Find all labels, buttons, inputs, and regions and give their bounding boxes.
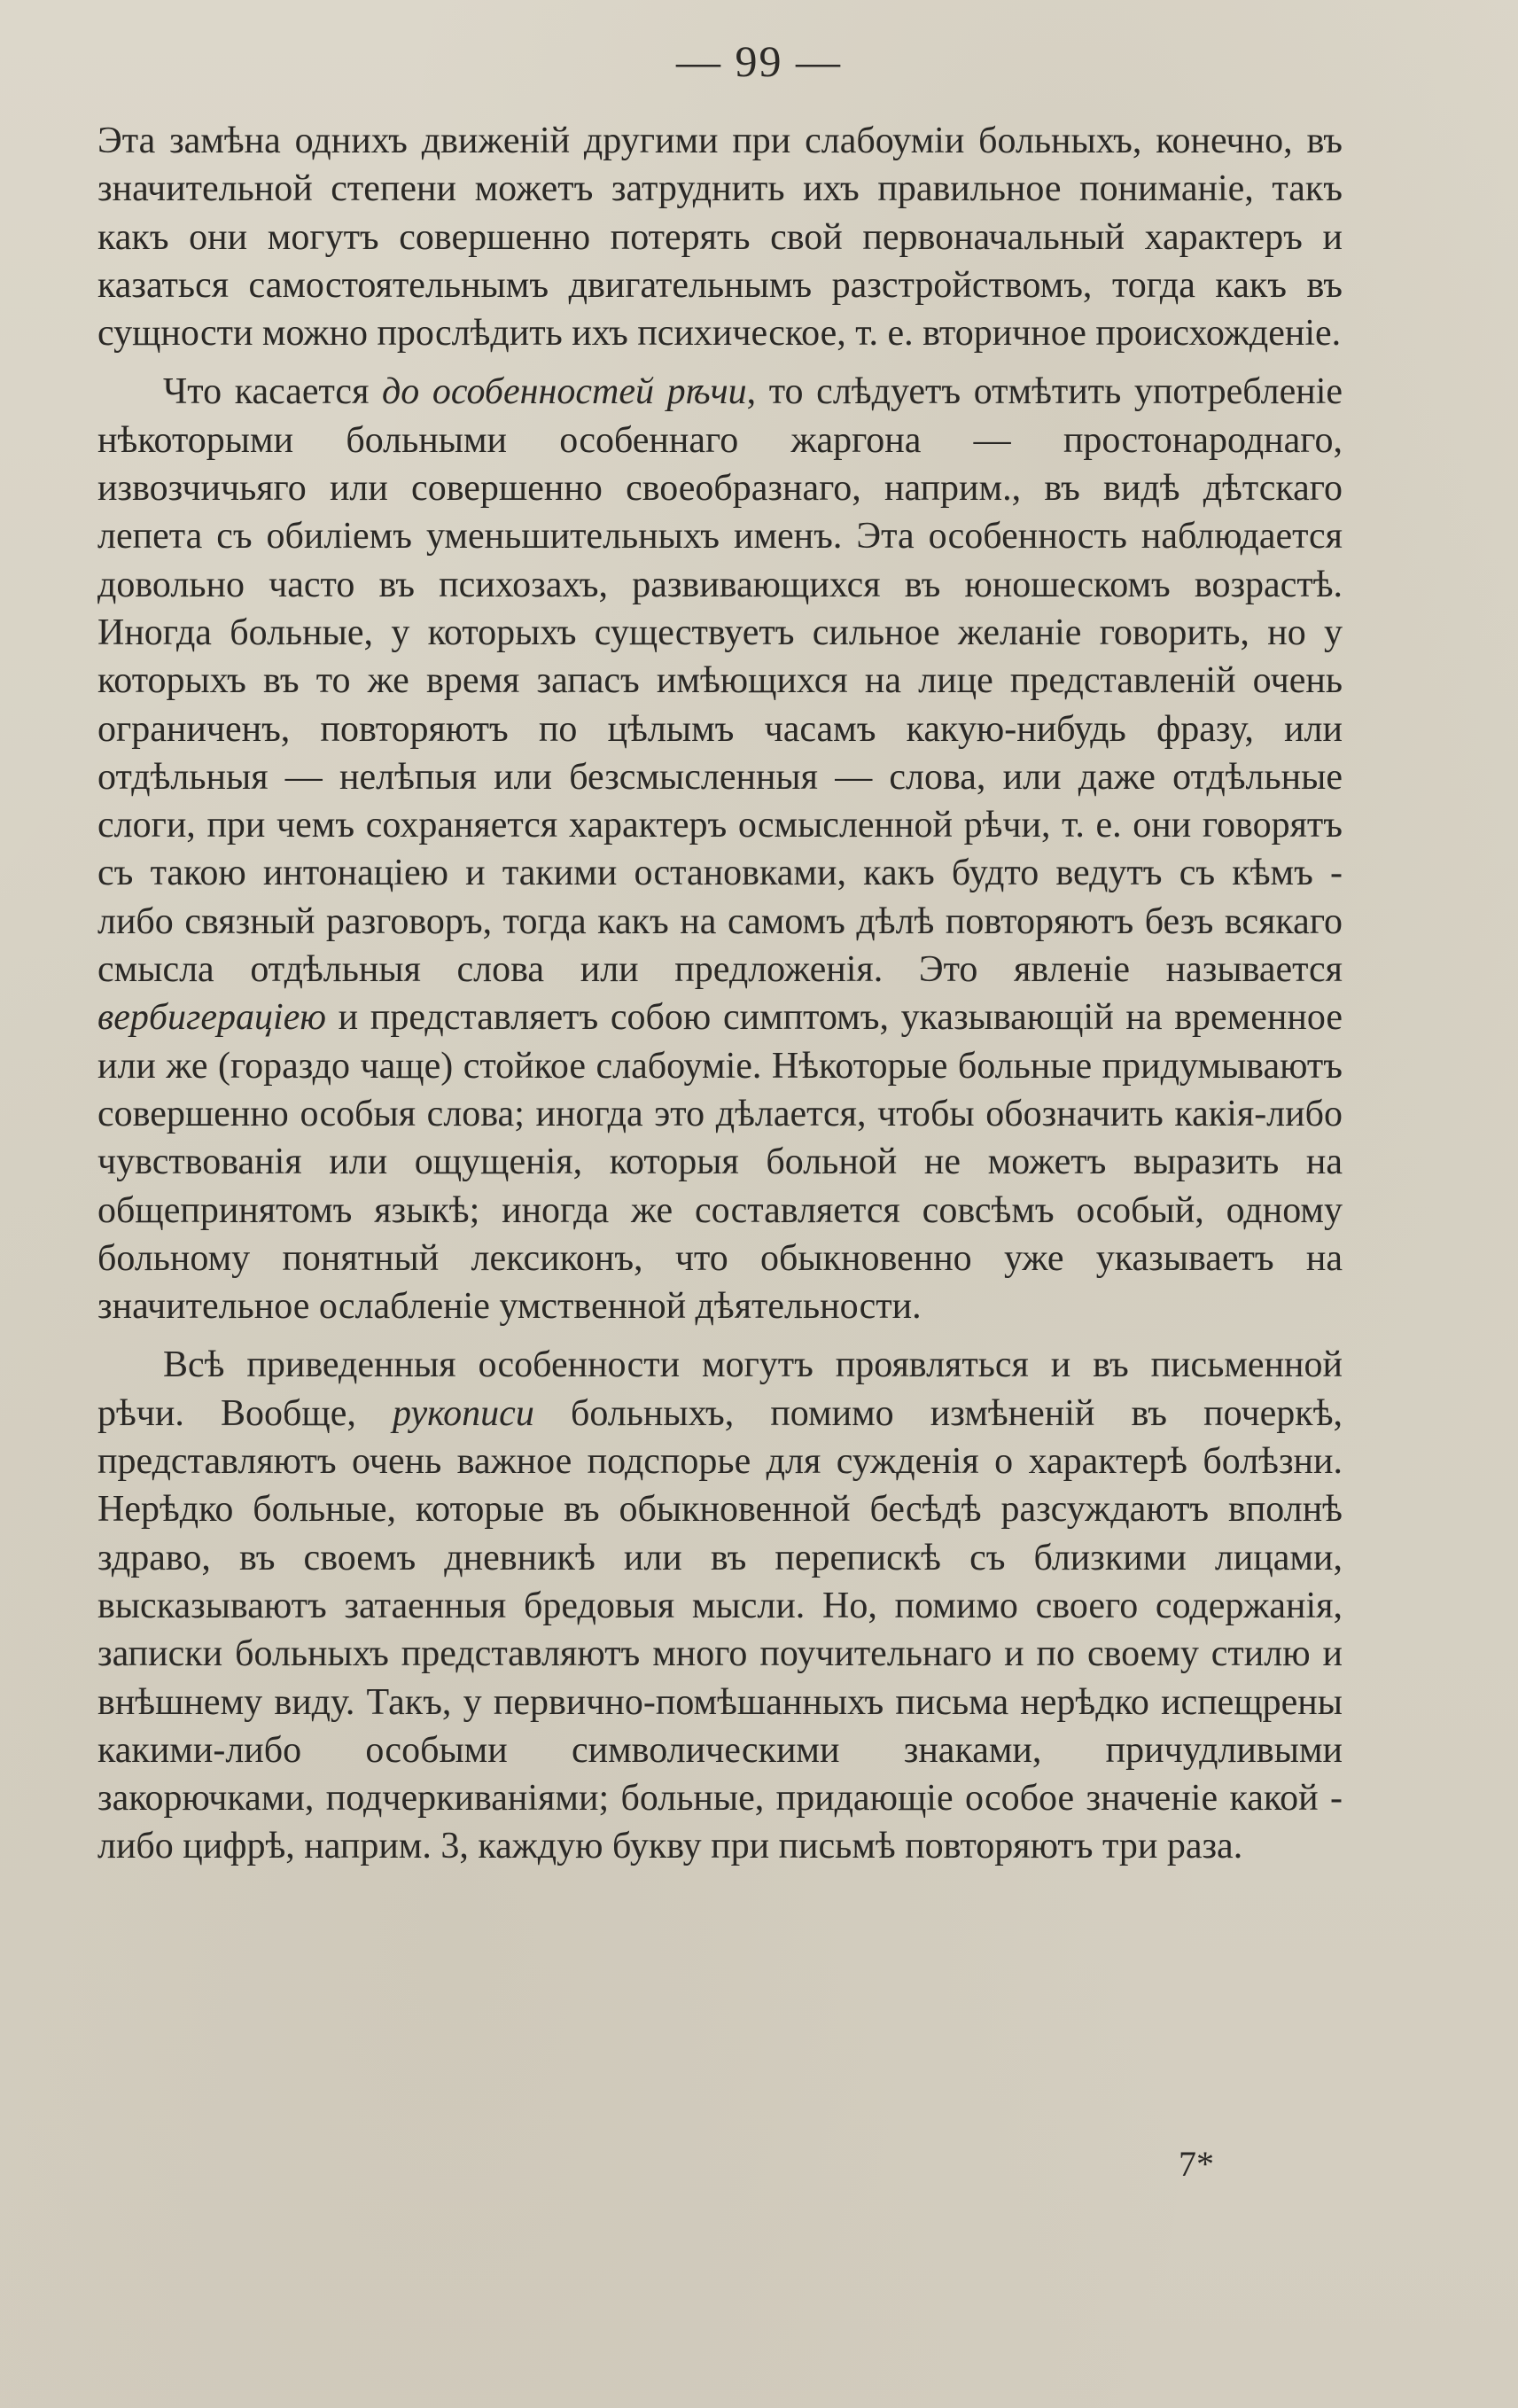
- page-number: — 99 —: [676, 36, 842, 86]
- text-run: , то слѣдуетъ отмѣтить употребленіе нѣкоторыми больными особеннаго жаргона — простонароднаго, извозчичьяго или совершенно своеобразнаго, наприм., въ видѣ дѣтскаго лепета съ обиліемъ уменьшительныхъ именъ. Эта особенность наблюдается довольно часто въ психозахъ, развивающихся въ юношескомъ возрастѣ. Иногда больные, у которыхъ существуетъ сильное желаніе говорить, но у которыхъ въ то же время запасъ имѣющихся на лице представленій очень ограниченъ, повторяютъ по цѣлымъ часамъ какую-нибудь фразу, или отдѣльныя — нелѣпыя или безсмысленныя — слова, или даже отдѣльные слоги, при чемъ сохраняется характеръ осмысленной рѣчи, т. е. они говорятъ съ такою интонаціею и такими остановками, какъ будто ведутъ съ кѣмъ - либо связный разговоръ, тогда какъ на самомъ дѣлѣ повторяютъ безъ всякаго смысла отдѣльныя слова или предложенія. Это явленіе называется: [97, 371, 1343, 991]
- italic-term: рукописи: [393, 1392, 534, 1434]
- italic-term: вербигераціею: [97, 997, 326, 1039]
- text-run: и представляетъ собою симптомъ, указывающій на временное или же (гораздо чаще) стойкое слабоуміе. Нѣкоторые больные придумываютъ совершенно особыя слова; иногда это дѣлается, чтобы обозначить какія-либо чувствованія или ощущенія, которыя больной не можетъ выразить на общепринятомъ языкѣ; иногда же составляется совсѣмъ особый, одному больному понятный лексиконъ, что обыкновенно уже указываетъ на значительное ослабленіе умственной дѣятельности.: [97, 997, 1343, 1328]
- text-run: Что касается: [163, 371, 383, 413]
- text-run: Эта замѣна однихъ движеній другими при слабоуміи больныхъ, конечно, въ значительной степени можетъ затруднить ихъ правильное пониманіе, такъ какъ они могутъ совершенно потерять свой первоначальный характеръ и казаться самостоятельнымъ двигательнымъ разстройствомъ, тогда какъ въ сущности можно прослѣдить ихъ психическое, т. е. вторичное происхожденіе.: [97, 121, 1343, 355]
- paragraph: [97, 117, 1343, 357]
- paragraph: [97, 1341, 1343, 1870]
- signature-mark: 7*: [1179, 2144, 1214, 2184]
- body-text: [97, 117, 1343, 1882]
- text-run: Всѣ приведенныя особенности могутъ проявляться и въ письменной рѣчи. Вообще,: [97, 1344, 1343, 1434]
- paragraph: [97, 368, 1343, 1330]
- text-run: больныхъ, помимо измѣненій въ почеркѣ, представляютъ очень важное подспорье для сужденія о характерѣ болѣзни. Нерѣдко больные, которые въ обыкновенной бесѣдѣ разсуждаютъ вполнѣ здраво, въ своемъ дневникѣ или въ перепискѣ съ близкими лицами, высказываютъ затаенныя бредовыя мысли. Но, помимо своего содержанія, записки больныхъ представляютъ много поучительнаго и по своему стилю и внѣшнему виду. Такъ, у первично-помѣшанныхъ письма нерѣдко испещрены какими-либо особыми символическими знаками, причудливыми закорючками, подчеркиваніями; больные, придающіе особое значеніе какой - либо цифрѣ, наприм. 3, каждую букву при письмѣ повторяютъ три раза.: [97, 1392, 1343, 1867]
- italic-term: до особенностей рѣчи: [382, 371, 747, 413]
